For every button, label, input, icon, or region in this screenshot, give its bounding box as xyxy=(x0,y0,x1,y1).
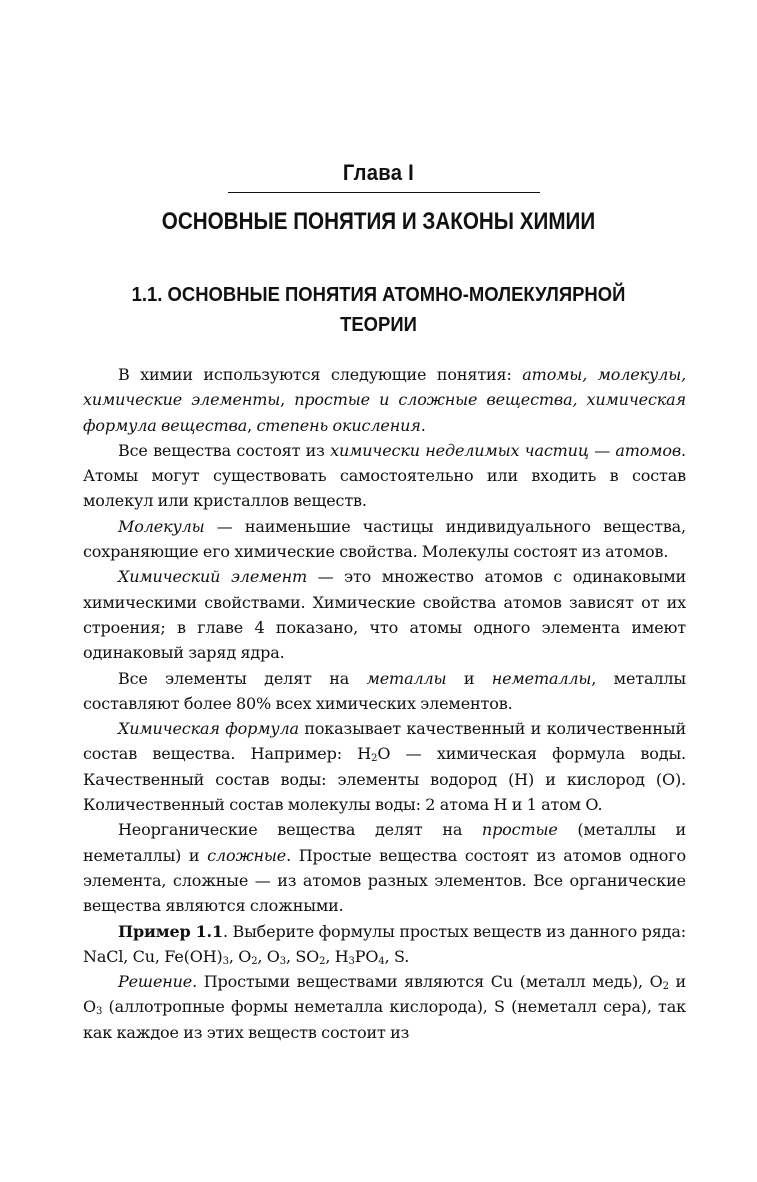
paragraph-2: Все вещества состоят из химически неделимых частиц — атомов. Атомы могут существовать самостоятельно или входить в состав молекул или кристаллов веществ. xyxy=(83,440,686,511)
chapter-heading: Глава I xyxy=(342,160,415,185)
solution-paragraph: Решение. Простыми веществами являются Cu (металл медь), $O_2$ и $O_3$ (аллотропные формы неметалла кислорода), S (неметалл сера), так как каждое из этих веществ состоит из xyxy=(83,972,686,1042)
section-heading-line-2: ТЕОРИИ xyxy=(340,313,417,336)
solution-label: Решение xyxy=(118,972,193,992)
section-heading xyxy=(101,280,656,340)
paragraph-4: Химический элемент — это множество атомов с одинаковыми химическими свойствами. Химические свойства атомов зависят от их строения; в главе 4 показано, что атомы одного элемента имеют одинаковый заряд ядра. xyxy=(83,567,686,663)
example-label: Пример 1.1 xyxy=(118,921,223,941)
paragraph-3: Молекулы — наименьшие частицы индивидуального вещества, сохраняющие его химические свойства. Молекулы состоят из атомов. xyxy=(83,516,686,562)
paragraph-5: Все элементы делят на металлы и неметаллы, металлы составляют более 80% всех химических элементов. xyxy=(83,668,686,713)
example-paragraph: Пример 1.1. Выберите формулы простых веществ из данного ряда: NaCl, Cu, $Fe(OH)_3$, $O_2$, $O_3$, $SO_2$, $H_3PO_4$, S. xyxy=(83,921,686,967)
body-text xyxy=(83,362,686,1045)
paragraph-6: Химическая формула показывает качественный и количественный состав вещества. Например: $H_2O$ — химическая формула воды. Качественный состав воды: элементы водород (H) и кислород (O). Количественный состав молекулы воды: 2 атома H и 1 атом O. xyxy=(83,719,686,815)
paragraph-1: В химии используются следующие понятия: атомы, молекулы, химические элементы, простые и сложные вещества, химическая формула вещества, степень окисления. xyxy=(83,365,687,435)
section-heading-line-1: 1.1. ОСНОВНЫЕ ПОНЯТИЯ АТОМНО-МОЛЕКУЛЯРНОЙ xyxy=(131,283,626,306)
chapter-title: ОСНОВНЫЕ ПОНЯТИЯ И ЗАКОНЫ ХИМИИ xyxy=(161,208,596,235)
paragraph-7: Неорганические вещества делят на простые (металлы и неметаллы) и сложные. Простые вещества состоят из атомов одного элемента, сложные — из атомов разных элементов. Все органические вещества являются сложными. xyxy=(83,820,686,916)
chapter-divider xyxy=(228,192,540,193)
